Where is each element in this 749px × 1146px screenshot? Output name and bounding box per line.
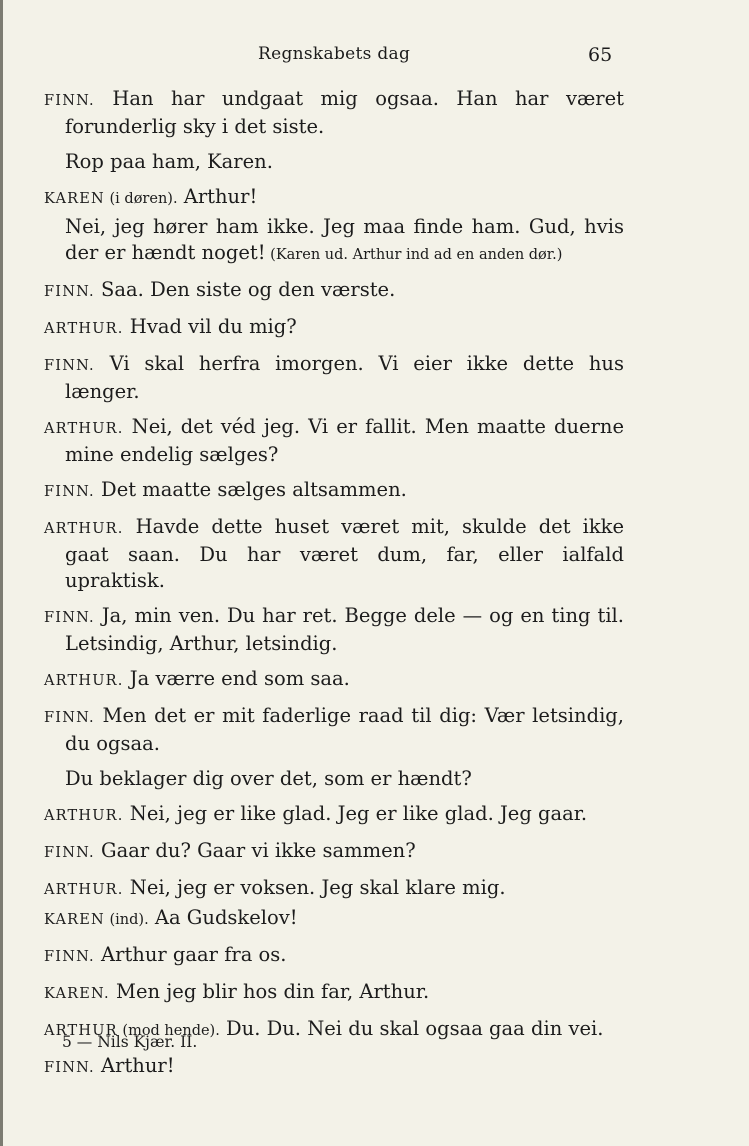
speaker-name: ARTHUR: [44, 1023, 118, 1039]
speaker-name: FINN.: [44, 1060, 95, 1076]
dialogue-line: [44, 351, 624, 405]
dialogue-line: [44, 414, 624, 468]
line-text: Vi skal herfra imorgen. Vi eier ikke dette hus længer.: [65, 352, 624, 403]
speaker-name: KAREN.: [44, 986, 110, 1002]
line-text: Ja, min ven. Du har ret. Begge dele — og en ting til. Letsindig, Arthur, letsindig.: [65, 604, 624, 655]
speaker-name: FINN.: [44, 710, 95, 726]
line-text: Nei, jeg er voksen. Jeg skal klare mig.: [123, 876, 506, 899]
line-text: Nei, jeg er like glad. Jeg er like glad. Jeg gaar.: [123, 802, 588, 825]
dialogue-text: [44, 86, 624, 1083]
line-text: Aa Gudskelov!: [148, 906, 298, 929]
dialogue-line: [44, 1053, 624, 1081]
line-text: Du. Du. Nei du skal ogsaa gaa din vei.: [219, 1017, 604, 1040]
dialogue-line: [44, 314, 624, 342]
stage-direction: (Karen ud. Arthur ind ad en anden dør.): [265, 247, 563, 263]
speaker-name: ARTHUR.: [44, 673, 124, 689]
dialogue-line: [44, 801, 624, 829]
line-text: Nei, det véd jeg. Vi er fallit. Men maatte duerne mine endelig sælges?: [65, 415, 624, 466]
speaker-name: FINN.: [44, 358, 95, 374]
speaker-name: ARTHUR.: [44, 882, 124, 898]
dialogue-line: [44, 149, 624, 175]
speaker-name: ARTHUR.: [44, 321, 124, 337]
line-text: Arthur!: [94, 1054, 175, 1077]
dialogue-line: [44, 703, 624, 757]
line-text: Det maatte sælges altsammen.: [94, 478, 407, 501]
dialogue-line: [44, 214, 624, 268]
page-header: [0, 44, 749, 70]
speaker-name: ARTHUR.: [44, 421, 124, 437]
speaker-name: ARTHUR.: [44, 808, 124, 824]
line-text: Du beklager dig over det, som er hændt?: [65, 767, 472, 790]
line-text: Rop paa ham, Karen.: [65, 150, 273, 173]
dialogue-line: [44, 838, 624, 866]
stage-direction: (mod hende).: [117, 1023, 220, 1039]
speaker-name: FINN.: [44, 93, 95, 109]
speaker-name: ARTHUR.: [44, 521, 124, 537]
speaker-name: FINN.: [44, 610, 95, 626]
line-text: Arthur!: [177, 185, 258, 208]
dialogue-line: [44, 86, 624, 140]
running-title: Regnskabets dag: [258, 44, 411, 64]
dialogue-line: [44, 979, 624, 1007]
stage-direction: (ind).: [104, 912, 149, 928]
dialogue-line: [44, 184, 624, 212]
dialogue-line: [44, 603, 624, 657]
page-number: 65: [588, 44, 613, 66]
dialogue-line: [44, 942, 624, 970]
dialogue-line: [44, 477, 624, 505]
line-text: Men det er mit faderlige raad til dig: Vær letsindig, du ogsaa.: [65, 704, 624, 755]
dialogue-line: [44, 666, 624, 694]
dialogue-line: [44, 277, 624, 305]
speaker-name: FINN.: [44, 284, 95, 300]
page-edge: [0, 0, 3, 1146]
line-text: Havde dette huset været mit, skulde det ikke gaat saan. Du har været dum, far, eller ialfald upraktisk.: [65, 515, 624, 592]
dialogue-line: [44, 905, 624, 933]
line-text: Men jeg blir hos din far, Arthur.: [109, 980, 430, 1003]
line-text: Han har undgaat mig ogsaa. Han har været forunderlig sky i det siste.: [65, 87, 624, 138]
speaker-name: FINN.: [44, 949, 95, 965]
speaker-name: KAREN: [44, 912, 105, 928]
line-text: Saa. Den siste og den værste.: [94, 278, 396, 301]
line-text: Gaar du? Gaar vi ikke sammen?: [94, 839, 416, 862]
dialogue-line: [44, 514, 624, 594]
line-text: Ja værre end som saa.: [123, 667, 350, 690]
speaker-name: FINN.: [44, 484, 95, 500]
dialogue-line: [44, 875, 624, 903]
speaker-name: KAREN: [44, 191, 105, 207]
line-text: Hvad vil du mig?: [123, 315, 297, 338]
signature-mark: 5 — Nils Kjær. II.: [62, 1033, 198, 1051]
line-text: Nei, jeg hører ham ikke. Jeg maa finde ham. Gud, hvis der er hændt noget!: [65, 215, 624, 264]
speaker-name: FINN.: [44, 845, 95, 861]
dialogue-line: [44, 766, 624, 792]
line-text: Arthur gaar fra os.: [94, 943, 287, 966]
stage-direction: (i døren).: [104, 191, 178, 207]
